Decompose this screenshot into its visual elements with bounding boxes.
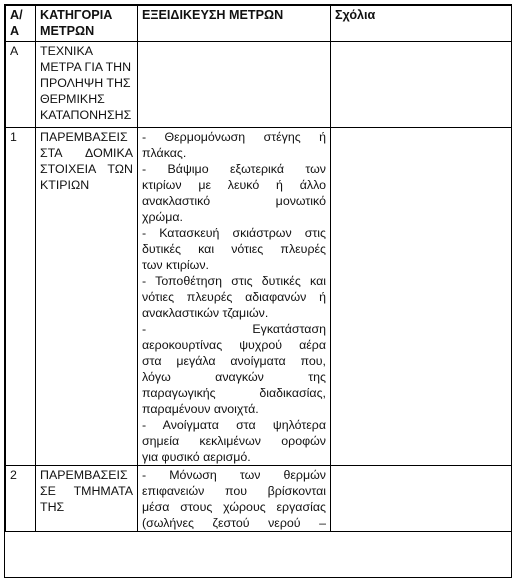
row-comment [331,466,513,532]
document-page [4,4,512,578]
section-comment-cell [331,42,513,128]
row-number: 1 [6,128,36,466]
section-title: ΤΕΧΝΙΚΑ ΜΕΤΡΑ ΓΙΑ ΤΗΝ ΠΡΟΛΗΨΗ ΤΗΣ ΘΕΡΜΙΚΗΣ ΚΑΤΑΠΟΝΗΣΗΣ [36,42,138,128]
row-comment [331,128,513,466]
table-header-row [6,6,513,42]
header-number: Α/Α [6,6,36,42]
section-id: Α [6,42,36,128]
row-specification: - Μόνωση των θερμών επιφανειών που βρίσκονται μέσα στους χώρους εργασίας (σωλήνες ζεστού νερού – [138,466,331,532]
table-row [6,128,513,466]
header-category: ΚΑΤΗΓΟΡΙΑ ΜΕΤΡΩΝ [36,6,138,42]
section-spec-cell [138,42,331,128]
measures-table [5,5,512,532]
table-row [6,466,513,532]
header-comments: Σχόλια [331,6,513,42]
row-specification: - Θερμομόνωση στέγης ή πλάκας. - Βάψιμο εξωτερικά των κτιρίων με λευκό ή άλλο ανακλαστικό μονωτικό χρώμα. - Κατασκευή σκιάστρων στις δυτικές και νότιες πλευρές των κτιρίων. - Τοποθέτηση στις δυτικές και νότιες πλευρές αδιαφανών ή ανακλαστικών τζαμιών. - Εγκατάσταση αεροκουρτίνας ψυχρού αέρα στα μεγάλα ανοίγματα που, λόγω αναγκών της παραγωγικής διαδικασίας, παραμένουν ανοιχτά. - Ανοίγματα στα ψηλότερα σημεία κεκλιμένων οροφών για φυσικό αερισμό. [138,128,331,466]
header-specification: ΕΞΕΙΔΙΚΕΥΣΗ ΜΕΤΡΩΝ [138,6,331,42]
row-category: ΠΑΡΕΜΒΑΣΕΙΣ ΣΕ ΤΜΗΜΑΤΑ ΤΗΣ [36,466,138,532]
section-row [6,42,513,128]
row-number: 2 [6,466,36,532]
row-category: ΠΑΡΕΜΒΑΣΕΙΣ ΣΤΑ ΔΟΜΙΚΑ ΣΤΟΙΧΕΙΑ ΤΩΝ ΚΤΙΡΙΩΝ [36,128,138,466]
